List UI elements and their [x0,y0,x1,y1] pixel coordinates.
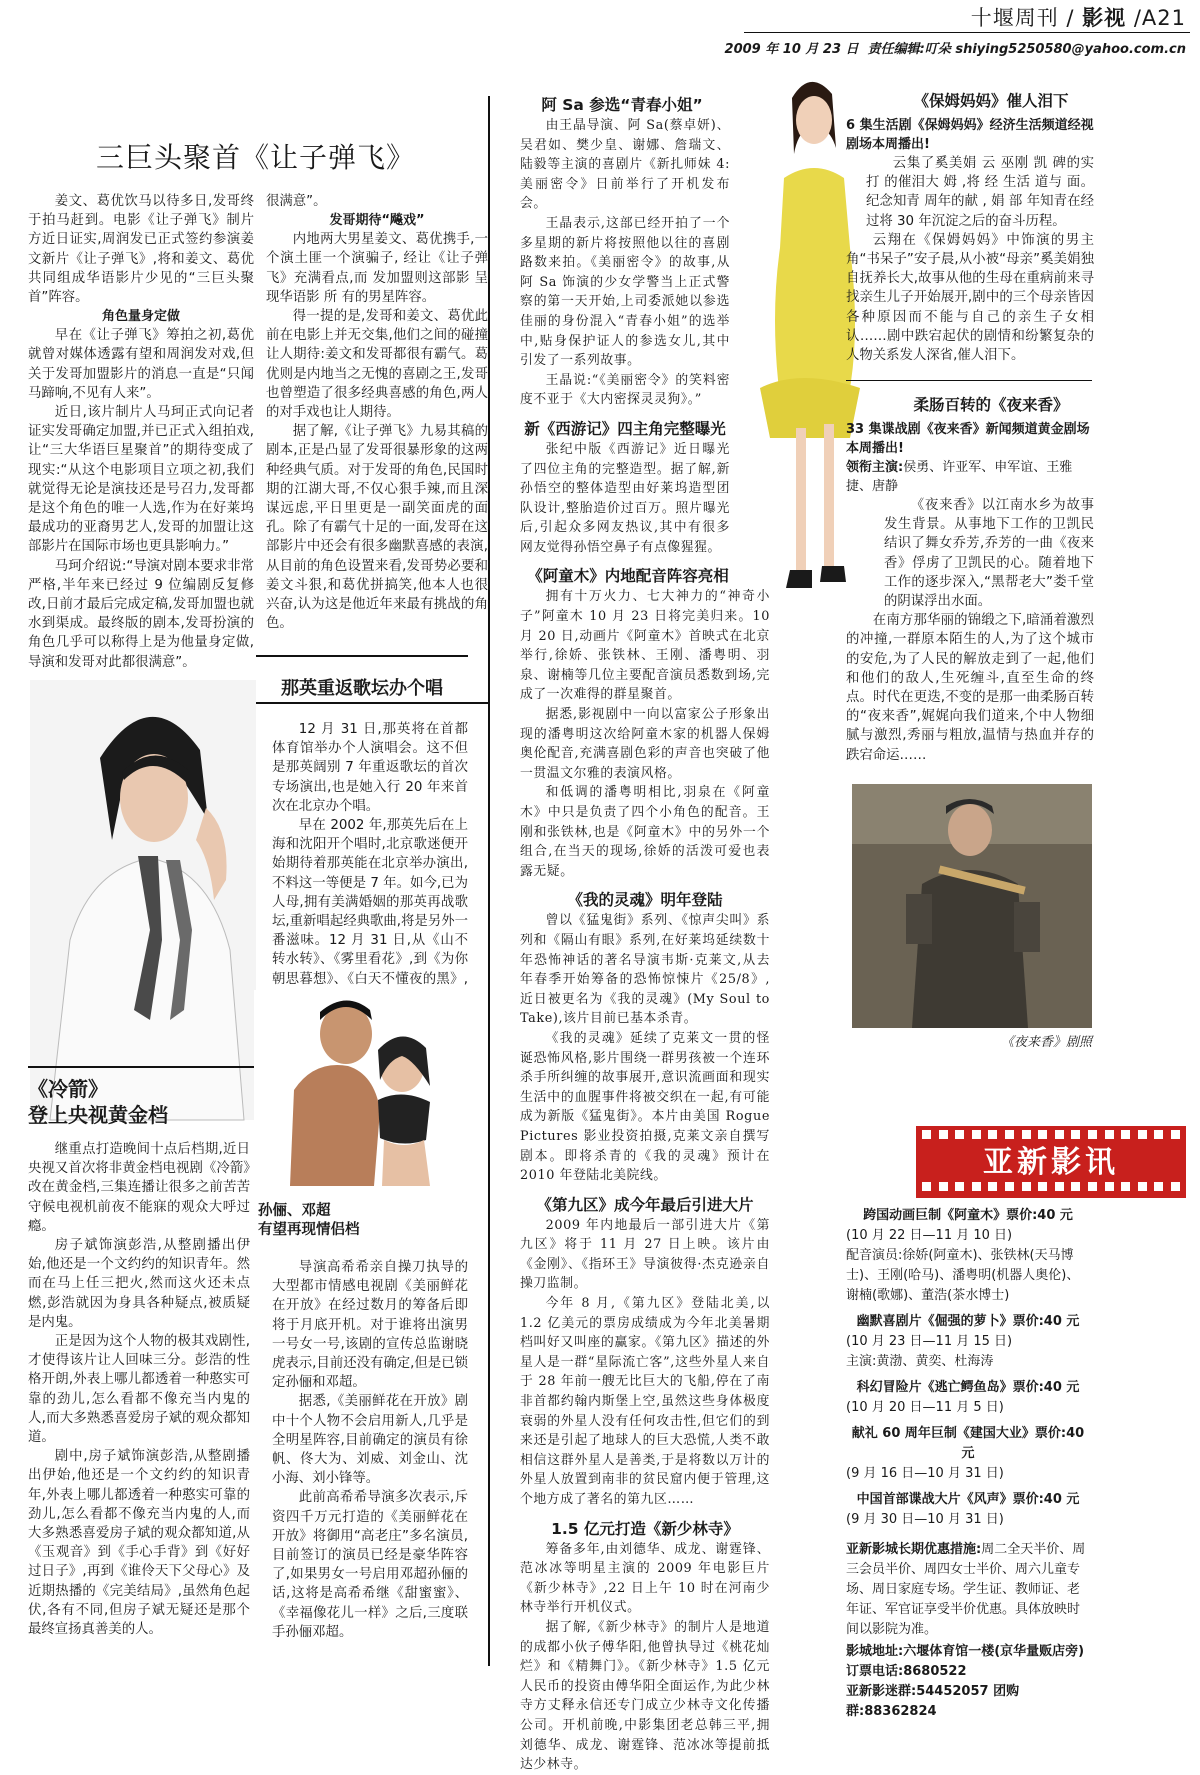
article1-col2-cont: 很满意”。 [266,194,327,209]
article12-p1: 《夜来香》以江南水乡为故事发生背景。从事地下工作的卫凯民结识了舞女乔芳,乔芳的一曲《夜来香》俘虏了卫凯民的心。随着地下工作的逐步深入,“黑帮老大”娄千堂的阴谋浮出水面。 [884,498,1094,610]
article3-pmid: 房子斌饰演彭浩,从整剧播出伊始,他还是一个文约约的知识青年。然而在马上任三把火,然而这火还未点燃,彭浩就因为身具各种疑点,被质疑是内鬼。 [28,1238,250,1330]
showtime-line: 配音演员:徐娇(阿童木)、张铁林(天马博士)、王刚(哈马)、潘粤明(机器人奥伦)、谢楠(歌娜)、董浩(茶水博士) [846,1248,1080,1303]
article11-lead: 6 集生活剧《保姆妈妈》经济生活频道经视剧场本周播出! [846,118,1094,152]
article1-p2: 近日,该片制片人马珂正式向记者证实发哥确定加盟,并已正式入组拍戏,让“三大华语巨星聚首”的期待变成了现实:“从这个电影项目立项之初,我们就觉得无论是演技还是号召力,发哥都是这个角色的唯一人选,作为在好莱坞最成功的亚裔男艺人,发哥的加盟让这部影片在国际市场也更具影响力。” [28,405,254,555]
article1-intro: 姜文、葛优饮马以待多日,发哥终于拍马赶到。电影《让子弹飞》制片方近日证实,周润发已正式签约参演姜文新片《让子弹飞》,将和姜文、葛优共同组成华语影片少见的“三巨头聚首”阵容。 [28,194,254,306]
article3-p1: 继重点打造晚间十点后档期,近日央视又首次将非黄金档电视剧《冷箭》改在黄金档,三集连播让很多之前苦苦守候电视机前夜不能寐的观众大呼过瘾。 [28,1142,250,1234]
cinema-address: 影城地址:六堰体育馆一楼(京华量贩店旁) [846,1644,1085,1659]
yaxin-cinema-banner [916,1126,1186,1198]
editor: 责任编辑:叮朵 [867,42,951,57]
article6-title: 新《西游记》四主角完整曝光 [524,419,726,438]
showtime-title: 科幻冒险片《逃亡鳄鱼岛》票价:40 元 [856,1380,1080,1395]
article8-title: 《我的灵魂》明年登陆 [567,891,723,910]
article6-p1: 张纪中版《西游记》近日曝光了四位主角的完整造型。据了解,新孙悟空的整体造型由好莱坞造型团队设计,整胎造价过百万。照片曝光后,引起众多网友热议,其中有很多网友觉得孙悟空鼻子有点像猩猩。 [520,441,730,555]
article12-cast-list: 侯勇、许亚军、申军谊、王雅捷、唐静 [846,460,1073,494]
editor-email: shiying5250580@yahoo.com.cn [955,42,1186,57]
ticket-phone: 订票电话:8680522 [846,1664,967,1679]
banner-title: 亚新影讯 [983,1145,1119,1180]
showtime-item-4 [846,1490,1090,1530]
promo [846,1540,1090,1640]
rule-a1 [250,702,490,704]
article10-title: 1.5 亿元打造《新少林寺》 [551,1519,739,1538]
article11 [846,90,1094,365]
article4-body [272,1258,468,1668]
showtime-title: 跨国动画巨制《阿童木》票价:40 元 [863,1208,1073,1223]
yelaixiang-still-photo [852,784,1092,1028]
showtime-title: 中国首部谍战大片《风声》票价:40 元 [856,1492,1080,1507]
article10-p2: 据了解,《新少林寺》的制片人是地道的成都小伙子傅华阳,他曾执导过《桃花灿烂》和《精舞门》。《新少林寺》1.5 亿元人民币的投资由傅华阳全面运作,为此少林寺方丈释永信还专门成立少林寺文化传播公司。开机前晚,中影集团老总韩三平,拥刘德华、成龙、谢霆锋、范冰冰等提前抵达少林寺。 [520,1619,770,1773]
header-rule [744,32,1190,33]
article3-body [28,1140,250,1668]
article4-p1: 导演高希希亲自操刀执导的大型都市情感电视剧《美丽鲜花在开放》在经过数月的筹备后即将于月底开机。对于谁将出演男一号女一号,该剧的宣传总监谢晓虎表示,目前还没有确定,但是已锁定孙俪和邓超。 [272,1260,468,1391]
article4-title-line1: 孙俪、邓超 [258,1203,331,1219]
article1-title: 三巨头聚首《让子弹飞》 [96,141,416,174]
showtime-item-3 [846,1424,1090,1484]
article3-title-line1: 《冷箭》 [28,1077,108,1101]
fan-groups: 亚新影迷群:54452057 团购群:88362824 [846,1684,1020,1719]
article3-p3: 正是因为这个人物的极其戏剧性,才使得该片让人回味三分。彭浩的性格开朗,外表上哪儿都透着一种憨实可靠的劲儿,怎么看都不像充当内鬼的人,而大多熟悉喜爱房子斌的观众都知道。 [28,1334,250,1446]
article12-p2: 在南方那华丽的锦缎之下,暗涌着激烈的冲撞,一群原本陌生的人,为了这个城市的安危,为了人民的解放走到了一起,他们和他们的敌人,生死缠斗,直至生命的终点。时代在更迭,不变的是那一曲柔肠百转的“夜来香”,娓娓向我们道来,个中人物细腻与激烈,秀丽与粗放,温情与热血并存的跌宕命运…… [846,613,1094,763]
article1-subhead2: 发哥期待“飚戏” [329,213,425,229]
article11-p1: 云集了奚美娟 云 巫刚 凯 碑的实 打 的催泪大 姆 ,将 经 生活 道与 面。 纪念知青 周年的献 , 娟 部 年知青在经过将 30 年沉淀之后的奋斗历程。 [866,156,1094,229]
article12-cast-label: 领衔主演: [846,460,904,475]
header-dateline [725,38,1186,57]
article2-title: 那英重返歌坛办个唱 [281,678,443,699]
middle-column [520,94,772,1775]
article1-p1: 早在《让子弹飞》筹拍之初,葛优就曾对媒体透露有望和周润发对戏,但关于发哥加盟影片的消息一直是“只闻马蹄响,不见有人来”。 [28,328,254,401]
article5-p1: 由王晶导演、阿 Sa(蔡卓妍)、吴君如、樊少皇、谢娜、詹瑞文、陆毅等主演的喜剧片《新扎师妹 4:美丽密令》日前举行了开机发布会。 [520,118,730,212]
article8-p1: 曾以《猛鬼街》系列、《惊声尖叫》系列和《隔山有眼》系列,在好莱坞延续数十年恐怖神话的著名导演韦斯·克莱文,从去年春季开始筹备的恐怖惊悚片《25/8》,近日被更名为《我的灵魂》(My Soul to Take),该片目前已基本杀青。 [520,913,770,1027]
masthead: 十堰周刊 / 影视 /A21 [970,6,1186,30]
article5-p2: 王晶表示,这部已经开拍了一个多星期的新片将按照他以往的喜剧路数来拍。《美丽密令》的故事,从阿 Sa 饰演的少女学警当上正式警察的第一天开始,上司委派她以参选佳丽的身份混入“青春小姐”的选举中,贴身保护证人的参选女儿,其中引发了一系列故事。 [520,215,730,369]
article1-p4: 内地两大男星姜文、葛优携手,一个演土匪一个演骗子, 经让《让子弹飞》充满看点,而 发加盟则这部影 呈现华语影 所 有的男星阵容。 [266,232,488,305]
rule-r1 [846,380,1092,381]
showtime-line: 主演:黄渤、黄奕、杜海涛 [846,1354,994,1369]
issue-date: 2009 年 10 月 23 日 [724,42,859,57]
article3-title-line2: 登上央视黄金档 [28,1103,168,1127]
article5-p3: 王晶说:“《美丽密令》的笑料密度不亚于《大内密探灵灵狗》。” [520,372,730,408]
article9-p1: 2009 年内地最后一部引进大片《第九区》将于 11 月 27 日上映。该片由《金刚》、《指环王》导演彼得·杰克逊亲自操刀监制。 [520,1217,770,1292]
showtime-line: (10 月 20 日—11 月 5 日) [846,1400,1004,1415]
article9-p2: 今年 8 月,《第九区》登陆北美,以 1.2 亿美元的票房成绩成为今年北美暑期档叫好又叫座的赢家。《第九区》描述的外星人是一群“星际流亡客”,这些外星人来自于 28 年前一艘无比巨大的飞船,停在了南非首都约翰内斯堡上空,虽然这些身体极度衰弱的外星人没有任何攻击性,但它们的到来还是引起了地球人的巨大恐慌,人类不敢相信这群外星人是善类,于是将数以万计的外星人放置到南非的贫民窟内便于管理,这个地方成了著名的第九区…… [520,1296,770,1507]
showtime-line: (9 月 16 日—10 月 31 日) [846,1466,1004,1481]
caption-title: 《夜来香》 [1000,1035,1066,1050]
publication-name: 十堰周刊 [970,6,1059,30]
article7-p3: 和低调的潘粤明相比,羽泉在《阿童木》中只是负责了四个小角色的配音。王刚和张铁林,也是《阿童木》中的另外一个组合,在当天的现场,徐娇的活泼可爱也表露无疑。 [520,785,770,879]
showtime-item-1 [846,1312,1090,1372]
article12-cast [846,458,1094,496]
promo-text: 周二全天半价、周三会员半价、周四女士半价、周六儿童专场、周日家庭专场。学生证、教师证、老年证、军官证享受半价优惠。具体放映时间以影院为准。 [846,1542,1086,1637]
rule-a2 [256,655,468,657]
article1-col2 [266,192,488,662]
article3-title [28,1076,254,1128]
sunli-dengchao-photo [254,990,468,1186]
article1-p6: 据了解,《让子弹飞》九易其稿的剧本,正是凸显了发哥很暴形象的这两种经典气质。对于发哥的角色,民国时期的江湖大哥,不仅心狠手辣,而且深谋远虑,平日里更是一副笑面虎的面孔。除了有霸气十足的一面,发哥在这部影片中还会有很多幽默喜感的表演,从目前的角色设置来看,发哥势必要和姜文斗狠,和葛优拼搞笑,他本人也很兴奋,认为这是他近年来最有挑战的角色。 [266,424,488,632]
column-divider [488,96,490,1666]
article7-p2: 据悉,影视剧中一向以富家公子形象出现的潘粤明这次给阿童木家的机器人保姆奥伦配音,充满喜剧色彩的声音也突破了他一贯温文尔雅的表演风格。 [520,707,770,781]
naying-photo [30,680,256,1120]
article2-p2: 早在 2002 年,那英先后在上海和沈阳开个唱时,北京歌迷便开始期待着那英能在北京举办演出,不料这一等便是 7 年。如今,已为人母,拥有美满婚姻的那英再战歌坛,重新唱起经典歌曲,将是另外一番滋味。12 月 31 日,从《山不转水转》、《雾里看花》,到《为你朝思暮想》、《白天不懂夜的黑》, [272,818,468,987]
article4-title-line2: 有望再现情侣档 [258,1222,360,1238]
showtime-title: 献礼 60 周年巨制《建国大业》票价:40 元 [851,1426,1085,1461]
article8-p2: 《我的灵魂》延续了克莱文一贯的怪诞恐怖风格,影片围绕一群男孩被一个连环杀手所纠缠的故事展开,意识流画面和现实生活中的血腥事件将被交织在一起,有可能成为新版《猛鬼街》。本片由美国 Rogue Pictures 影业投资拍摄,克莱文亲自撰写剧本。即将杀青的《我的灵魂》预计在 2010 年登陆北美院线。 [520,1030,770,1184]
article11-p2: 云翔在《保姆妈妈》中饰演的男主角“书呆子”安子晨,从小被“母亲”奚美娟独自抚养长大,故事从他的生母在重病前来寻找亲生儿子开始展开,剧中的三个母亲皆因各种原因而不能与自己的亲生子女相认……剧中跌宕起伏的剧情和纷繁复杂的人物关系发人深省,催人泪下。 [846,232,1094,364]
article12-title: 柔肠百转的《夜来香》 [913,396,1069,414]
caption-suffix: 剧照 [1065,1035,1092,1050]
article1-col1 [28,192,254,671]
article2-p1: 12 月 31 日,那英将在首都体育馆举办个人演唱会。这不但是那英阔别 7 年重返歌坛的首次专场演出,也是她入行 20 年来首次在北京办个唱。 [272,722,468,814]
article4-p2: 据悉,《美丽鲜花在开放》剧中十个人物不会启用新人,几乎是全明星阵容,目前确定的演员有徐帆、佟大为、刘威、刘金山、沈小海、刘小锋等。 [272,1394,468,1487]
showtime-list [846,1206,1090,1722]
article3-p2: 剧中,房子斌饰演彭浩,从整剧播出伊始,他还是一个文约约的知识青年,外表上哪儿都透着一种憨实可靠的劲儿,怎么看都不像充当内鬼的人,而大多熟悉喜爱房子斌的观众都知道,从《玉观音》到《手心手背》到《好好过日子》,再到《谁伶天下父母心》及近期热播的《完美结局》,虽然角色起伏,各有不同,但房子斌无疑还是那个最终宣扬真善美的人。 [28,1449,250,1638]
article11-title: 《保姆妈妈》催人泪下 [913,92,1069,110]
article7-p1: 拥有十万火力、七大神力的“神奇小子”阿童木 10 月 23 日将完美归来。10 月 20 日,动画片《阿童木》首映式在北京举行,徐娇、张铁林、王刚、潘粤明、羽泉、谢楠等几位主要配音演员悉数到场,完成了一次难得的群星聚首。 [520,589,770,703]
showtime-line: (10 月 23 日—11 月 15 日) [846,1334,1013,1349]
article4-title [258,1202,468,1240]
article5-title: 阿 Sa 参选“青春小姐” [541,96,703,114]
showtime-line: (9 月 30 日—10 月 31 日) [846,1512,1004,1527]
page-number: /A21 [1133,6,1186,30]
article9-title: 《第九区》成今年最后引进大片 [536,1195,754,1214]
article1-p3: 马珂介绍说:“导演对剧本要求非常严格,半年来已经过 9 位编剧反复修改,日前才最后完成定稿,发哥加盟也就水到渠成。最终版的剧本,发哥扮演的角色几乎可以称得上是为他量身定做,导演和发哥对此都很满意”。 [28,558,254,670]
showtime-line: (10 月 22 日—11 月 10 日) [846,1228,1013,1243]
article12-lead: 33 集谍战剧《夜来香》新闻频道黄金剧场本周播出! [846,422,1090,456]
photo-caption [852,1031,1092,1050]
article1-p5: 得一提的是,发哥和姜文、葛优此前在电影上并无交集,他们之间的碰撞让人期待:姜文和发哥都很有霸气。葛优则是内地当之无愧的喜剧之王,发哥也曾塑造了很多经典喜感的角色,两人的对手戏也让人期待。 [266,309,488,421]
article10-p1: 筹备多年,由刘德华、成龙、谢霆锋、范冰冰等明星主演的 2009 年电影巨片《新少林寺》,22 日上午 10 时在河南少林寺举行开机仪式。 [520,1541,770,1616]
showtime-title: 幽默喜剧片《倔强的萝卜》票价:40 元 [856,1314,1080,1329]
section-name: 影视 [1082,6,1127,30]
article4-p3: 此前高希希导演多次表示,斥资四千万元打造的《美丽鲜花在开放》将御用“高老庄”多名演员,目前签订的演员已经是豪华阵容了,如果男女一号启用邓超孙俪的话,这将是高希希继《甜蜜蜜》、《幸福像花儿一样》之后,三度联手孙俪邓超。 [272,1490,468,1640]
article7-title: 《阿童木》内地配音阵容亮相 [527,567,729,586]
showtime-item-0 [846,1206,1090,1306]
promo-label: 亚新影城长期优惠措施: [846,1542,982,1557]
showtime-item-2 [846,1378,1090,1418]
article12 [846,394,1094,765]
article1-subhead1: 角色量身定做 [101,309,180,325]
